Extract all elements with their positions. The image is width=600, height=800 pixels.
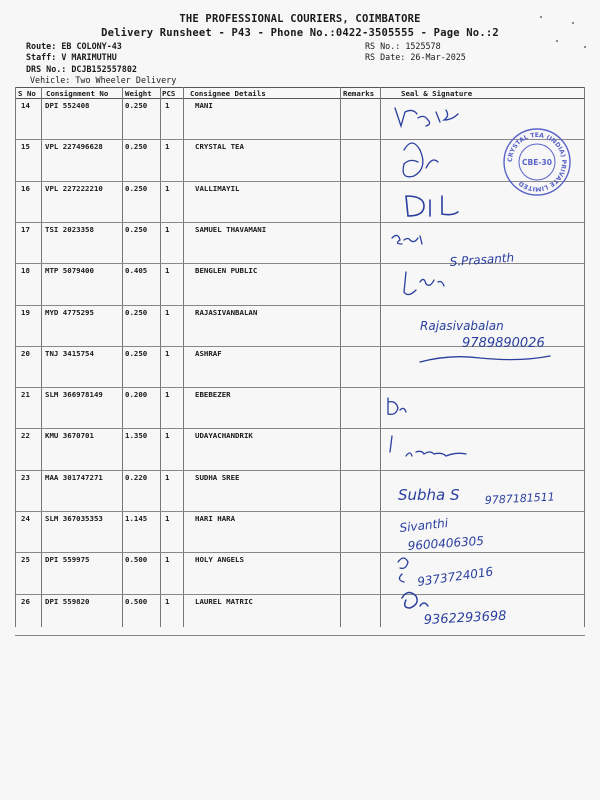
cell-weight: 1.350: [125, 431, 148, 441]
handwritten-row25-phone: 9373724016: [416, 564, 495, 589]
col-weight: Weight: [125, 89, 152, 98]
cell-consignee: SUDHA SREE: [195, 472, 240, 482]
cell-consignment: SLM 367035353: [45, 514, 103, 523]
cell-consignee: MANI: [195, 101, 213, 110]
cell-pcs: 1: [165, 348, 170, 358]
signature-row-26: [402, 592, 428, 608]
rs-date-value: 26-Mar-2025: [410, 52, 466, 62]
cell-sno: 18: [21, 266, 30, 276]
cell-pcs: 1: [165, 307, 170, 317]
cell-weight: 0.405: [125, 266, 148, 276]
cell-consignment: KMU 3670701: [45, 431, 94, 441]
signature-row-18: [404, 272, 444, 295]
cell-sno: 24: [21, 514, 30, 523]
cell-consignee: EBEBEZER: [195, 390, 231, 400]
cell-pcs: 1: [165, 390, 170, 400]
cell-pcs: 1: [165, 266, 170, 276]
cell-sno: 21: [21, 390, 30, 400]
signature-row-21: [388, 398, 406, 414]
signature-row-20: [420, 356, 550, 362]
cell-sno: 20: [21, 348, 30, 358]
rs-no-value: 1525578: [405, 41, 441, 51]
cell-pcs: 1: [165, 431, 170, 441]
cell-consignee: LAUREL MATRIC: [195, 596, 253, 606]
stamp-center-text: CBE-30: [522, 158, 552, 167]
cell-weight: 0.250: [125, 183, 148, 193]
cell-weight: 0.220: [125, 472, 148, 482]
cell-consignment: SLM 366978149: [45, 390, 103, 400]
cell-sno: 22: [21, 431, 30, 441]
col-pcs: PCS: [162, 89, 176, 98]
runsheet-subtitle: Delivery Runsheet - P43 - Phone No.:0422-3505555 - Page No.:2: [101, 27, 499, 39]
signature-row-15: [403, 143, 438, 177]
cell-consignment: TNJ 3415754: [45, 348, 94, 358]
col-consignee: Consignee Details: [190, 89, 266, 98]
cell-sno: 25: [21, 555, 30, 565]
handwritten-row18-name: S.Prasanth: [449, 250, 515, 269]
cell-sno: 19: [21, 307, 30, 317]
cell-sno: 23: [21, 472, 30, 482]
cell-consignee: SAMUEL THAVAMANI: [195, 224, 267, 234]
cell-weight: 0.250: [125, 142, 148, 152]
cell-pcs: 1: [165, 224, 170, 234]
cell-sno: 15: [21, 142, 30, 152]
cell-weight: 0.200: [125, 390, 148, 400]
signature-row-17: [392, 235, 422, 244]
cell-weight: 0.250: [125, 348, 148, 358]
cell-consignee: UDAYACHANDRIK: [195, 431, 253, 441]
drs-value: DCJB152557802: [71, 64, 137, 74]
signature-row-22: [390, 436, 466, 456]
staff-label: Staff:: [26, 52, 57, 62]
cell-pcs: 1: [165, 514, 170, 523]
company-seal-stamp: [502, 127, 572, 197]
cell-consignee: HOLY ANGELS: [195, 555, 244, 565]
cell-pcs: 1: [165, 142, 170, 152]
signature-row-16: [406, 196, 458, 216]
handwritten-row23-name: Subha S: [398, 486, 460, 504]
cell-consignee: RAJASIVANBALAN: [195, 307, 258, 317]
cell-consignment: MYD 4775295: [45, 307, 94, 317]
col-sno: S No: [18, 89, 36, 98]
route-value: EB COLONY-43: [61, 41, 122, 51]
stamp-ring-text: CRYSTAL TEA (INDIA) PRIVATE LIMITED: [506, 131, 568, 193]
cell-weight: 0.250: [125, 224, 148, 234]
cell-weight: 0.500: [125, 596, 148, 606]
signature-row-25: [398, 558, 408, 582]
handwritten-row26-phone: 9362293698: [423, 608, 507, 628]
company-title: THE PROFESSIONAL COURIERS, COIMBATORE: [179, 13, 421, 25]
cell-sno: 16: [21, 183, 30, 193]
cell-consignee: BENGLEN PUBLIC: [195, 266, 258, 276]
cell-consignment: DPI 559975: [45, 555, 90, 565]
handwritten-row24-name: Sivanthi: [398, 515, 449, 535]
cell-consignee: VALLIMAYIL: [195, 183, 240, 193]
vehicle-label: Vehicle:: [30, 75, 71, 85]
cell-pcs: 1: [165, 101, 170, 110]
rs-date-label: RS Date:: [365, 52, 406, 62]
cell-sno: 17: [21, 224, 30, 234]
cell-weight: 0.250: [125, 307, 148, 317]
cell-sno: 26: [21, 596, 30, 606]
cell-consignment: VPL 227496628: [45, 142, 103, 152]
cell-consignment: MAA 301747271: [45, 472, 103, 482]
cell-weight: 0.250: [125, 101, 148, 110]
handwritten-row19-name: Rajasivabalan: [420, 319, 504, 333]
vehicle-value: Two Wheeler Delivery: [75, 75, 177, 85]
cell-consignment: VPL 227222210: [45, 183, 103, 193]
cell-consignee: CRYSTAL TEA: [195, 142, 244, 152]
cell-weight: 0.500: [125, 555, 148, 565]
cell-consignee: ASHRAF: [195, 348, 222, 358]
cell-consignment: DPI 559820: [45, 596, 90, 606]
handwritten-row24-phone: 9600406305: [407, 533, 485, 553]
cell-consignment: MTP 5079400: [45, 266, 94, 276]
cell-sno: 14: [21, 101, 30, 110]
route-label: Route:: [26, 41, 57, 51]
cell-weight: 1.145: [125, 514, 148, 523]
cell-consignment: TSI 2023358: [45, 224, 94, 234]
signature-row-14: [395, 108, 458, 126]
col-consignment: Consignment No: [46, 89, 109, 98]
staff-value: V MARIMUTHU: [61, 52, 117, 62]
cell-pcs: 1: [165, 555, 170, 565]
cell-pcs: 1: [165, 183, 170, 193]
rs-no-label: RS No.:: [365, 41, 401, 51]
cell-consignee: HARI HARA: [195, 514, 236, 523]
cell-pcs: 1: [165, 472, 170, 482]
cell-pcs: 1: [165, 596, 170, 606]
drs-label: DRS No.:: [26, 64, 67, 74]
cell-consignment: DPI 552408: [45, 101, 90, 110]
handwritten-row23-phone: 9787181511: [484, 490, 556, 507]
col-signature: Seal & Signature: [401, 89, 473, 98]
handwritten-row19-phone: 9789890026: [462, 336, 545, 351]
col-remarks: Remarks: [343, 89, 375, 98]
